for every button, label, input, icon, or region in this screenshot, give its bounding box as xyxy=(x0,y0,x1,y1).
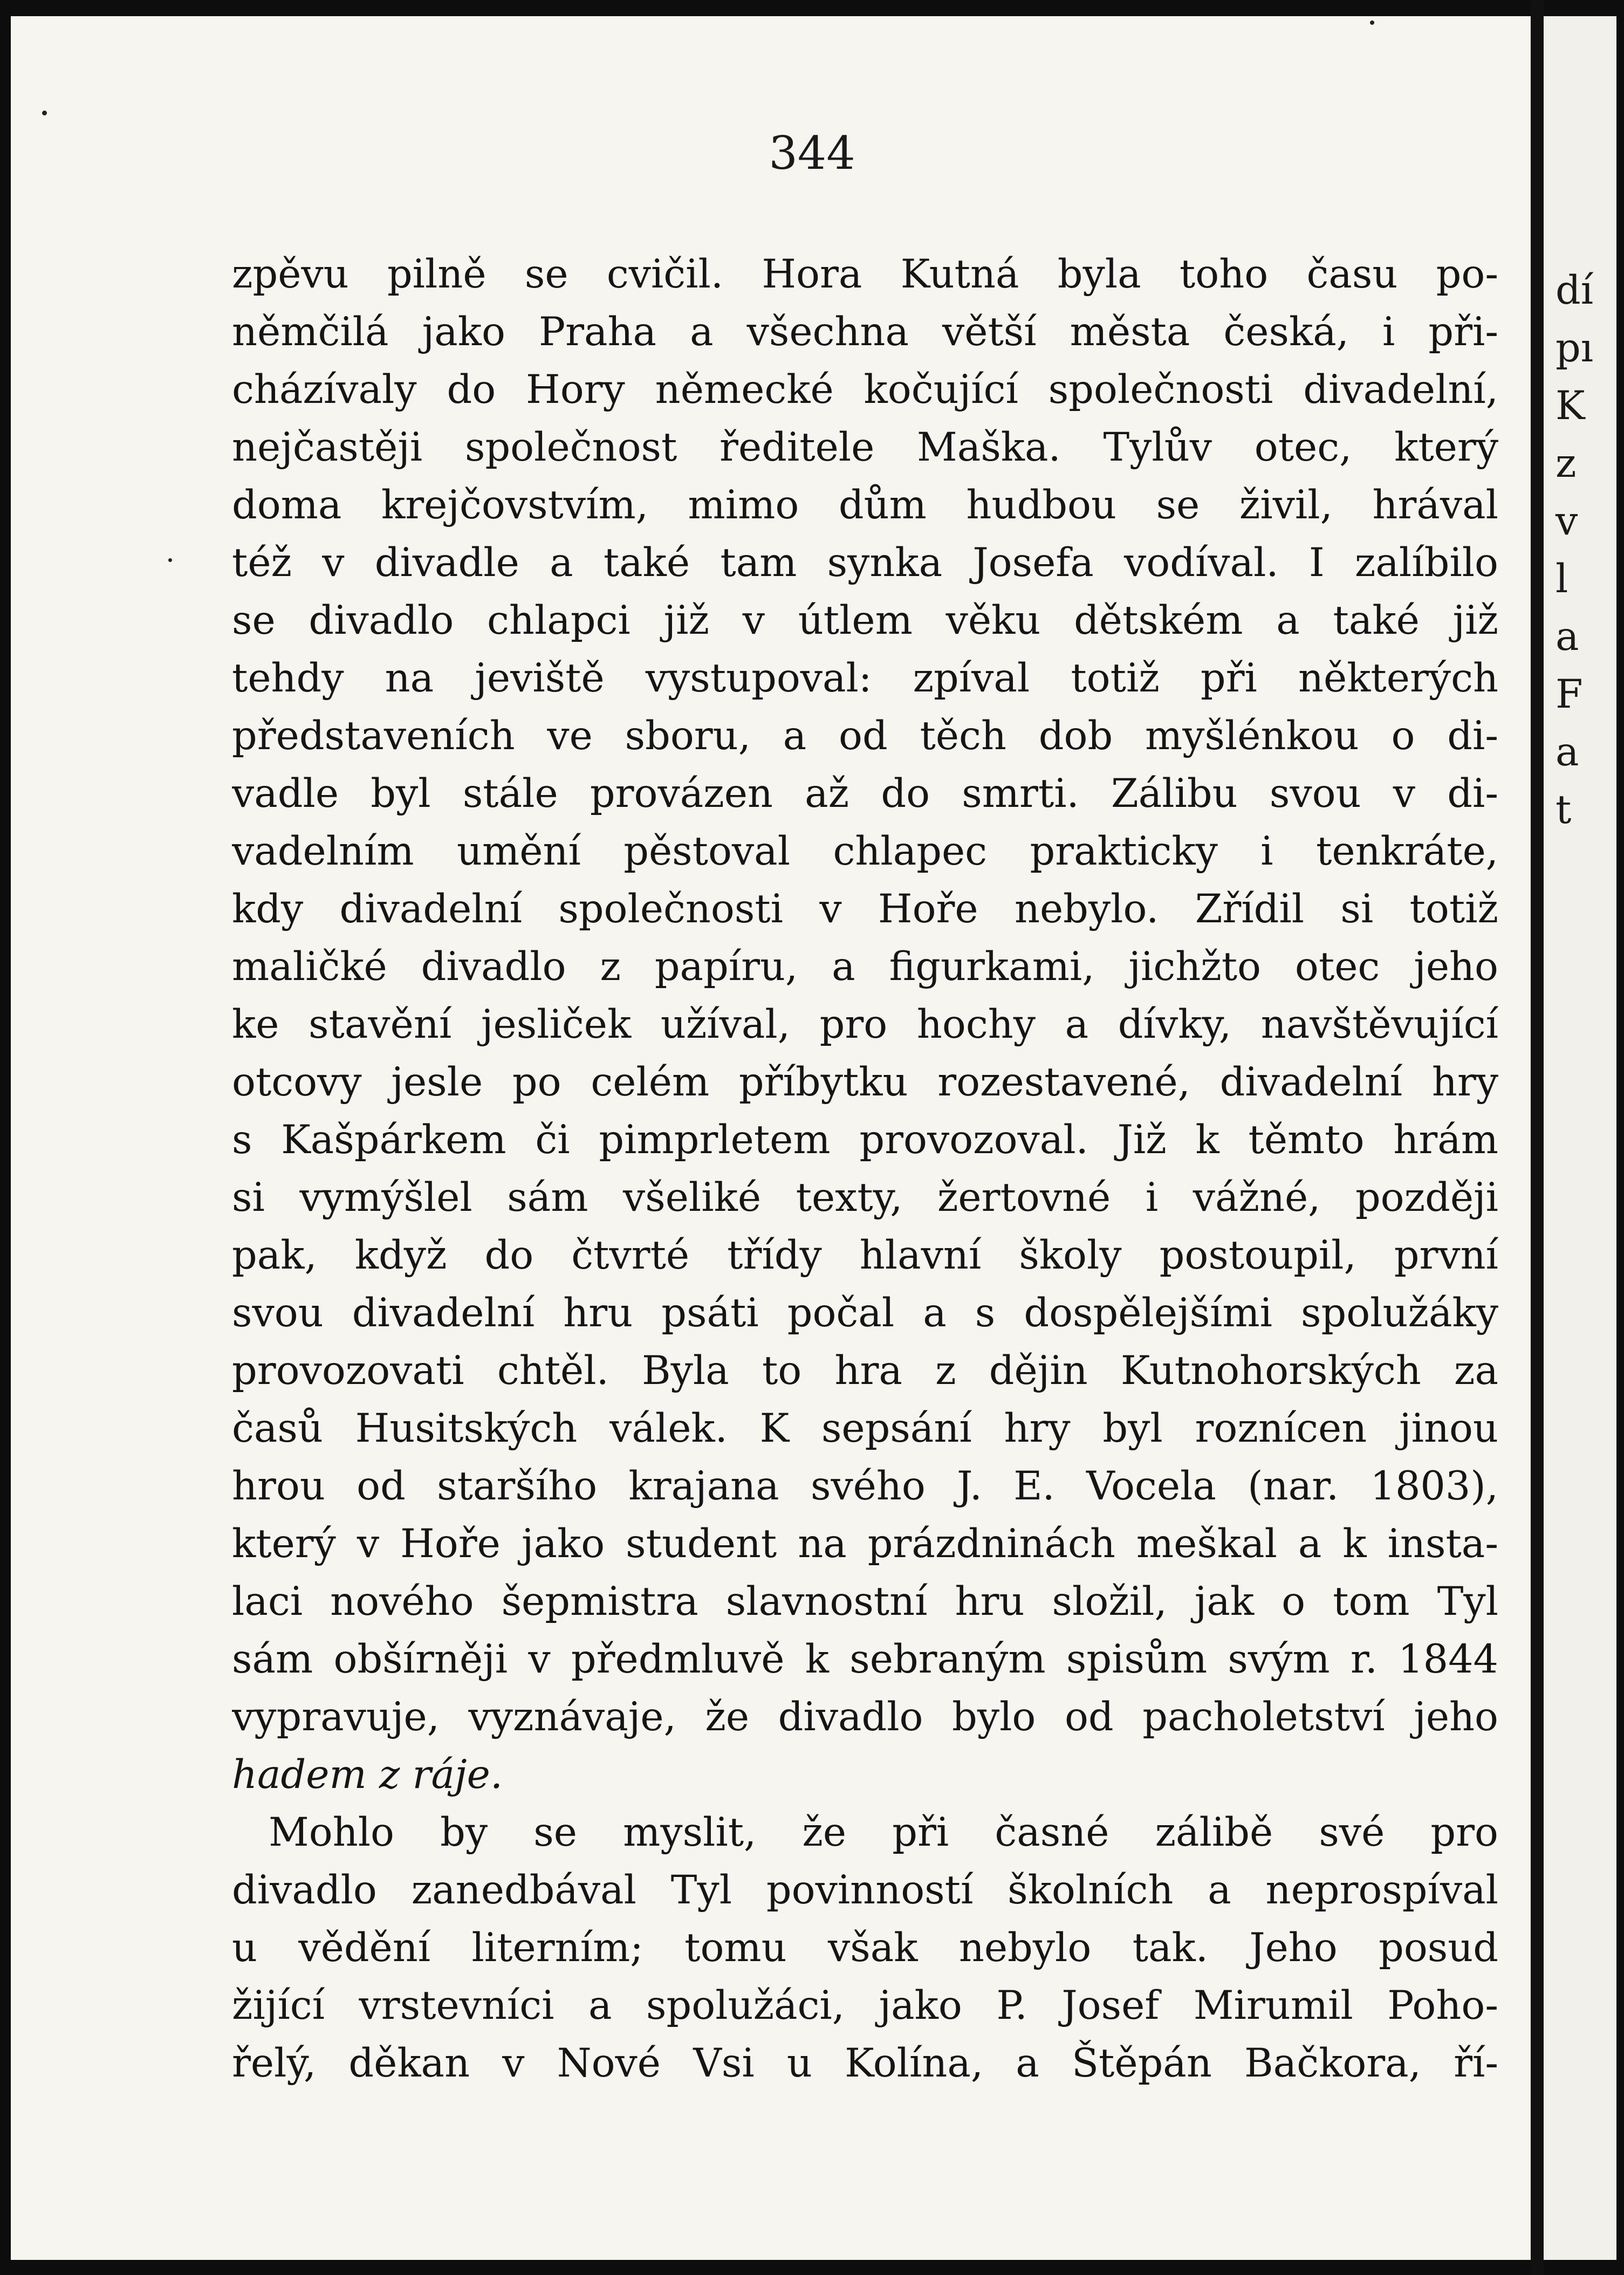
text-line: si vymýšlel sám všeliké texty, žertovné i vážné, později xyxy=(232,1175,1498,1221)
next-page-fragment xyxy=(1556,1647,1593,1704)
next-page-fragment xyxy=(1556,1012,1593,1070)
next-page-fragment xyxy=(1556,1531,1593,1589)
text-line: cházívaly do Hory německé kočující společnosti divadelní, xyxy=(232,367,1498,413)
page-gutter xyxy=(1531,0,1544,2275)
next-page-fragment xyxy=(1556,896,1593,954)
text-line: pak, když do čtvrté třídy hlavní školy postoupil, první xyxy=(232,1232,1498,1278)
text-line: otcovy jesle po celém příbytku rozestavené, divadelní hry xyxy=(232,1059,1498,1105)
text-line: ke stavění jesliček užíval, pro hochy a dívky, navštěvující xyxy=(232,1002,1498,1047)
next-page-fragment: pı xyxy=(1556,325,1594,371)
next-page-fragment xyxy=(1556,1589,1593,1647)
next-page-fragment xyxy=(1556,1070,1593,1127)
text-line: zpěvu pilně se cvičil. Hora Kutná byla toho času po- xyxy=(232,251,1498,297)
text-line: Mohlo by se myslit, že při časné zálibě své pro xyxy=(269,1810,1498,1855)
text-line: u vědění literním; tomu však nebylo tak. Jeho posud xyxy=(232,1925,1498,1971)
text-line: hadem z ráje. xyxy=(232,1752,503,1798)
next-page-fragment xyxy=(1556,1935,1593,1993)
next-page-fragment xyxy=(1556,2051,1593,2108)
next-page-edge xyxy=(1544,16,1616,2260)
body-text xyxy=(232,245,1498,2092)
text-line: kdy divadelní společnosti v Hoře nebylo. Zřídil si totiž xyxy=(232,886,1498,932)
next-page-fragment xyxy=(1556,1185,1593,1243)
text-line: se divadlo chlapci již v útlem věku dětském a také již xyxy=(232,598,1498,643)
text-line: též v divadle a také tam synka Josefa vodíval. I zalíbilo xyxy=(232,540,1498,586)
next-page-fragment xyxy=(1556,1877,1593,1935)
next-page-fragment: z xyxy=(1556,441,1577,486)
text-line: který v Hoře jako student na prázdninách meškal a k insta- xyxy=(232,1521,1498,1567)
text-line: provozovati chtěl. Byla to hra z dějin Kutnohorských za xyxy=(232,1348,1498,1394)
text-line: vypravuje, vyznávaje, že divadlo bylo od pacholetství jeho xyxy=(232,1694,1498,1740)
text-line: sám obšírněji v předmluvě k sebraným spisům svým r. 1844 xyxy=(232,1636,1498,1682)
text-line: tehdy na jeviště vystupoval: zpíval totiž při některých xyxy=(232,655,1498,701)
text-line: laci nového šepmistra slavnostní hru složil, jak o tom Tyl xyxy=(232,1579,1498,1625)
next-page-fragment xyxy=(1556,1820,1593,1877)
text-line: svou divadelní hru psáti počal a s dospělejšími spolužáky xyxy=(232,1290,1498,1336)
next-page-fragment xyxy=(1556,1704,1593,1762)
next-page-fragment xyxy=(1556,954,1593,1012)
text-line: nejčastěji společnost ředitele Maška. Tylův otec, který xyxy=(232,424,1498,470)
next-page-fragment: K xyxy=(1556,383,1585,429)
text-line: doma krejčovstvím, mimo dům hudbou se živil, hrával xyxy=(232,482,1498,528)
text-line: žijící vrstevníci a spolužáci, jako P. Josef Mirumil Poho- xyxy=(232,1983,1498,2029)
next-page-fragment xyxy=(1556,1300,1593,1358)
scan-speck xyxy=(168,558,172,562)
scan-speck xyxy=(1370,20,1374,25)
text-line: časů Husitských válek. K sepsání hry byl roznícen jinou xyxy=(232,1406,1498,1451)
next-page-fragment xyxy=(1556,1358,1593,1416)
next-page-fragment xyxy=(1556,1127,1593,1185)
text-line: s Kašpárkem či pimprletem provozoval. Již k těmto hrám xyxy=(232,1117,1498,1163)
next-page-fragment: l xyxy=(1556,556,1568,602)
text-line: němčilá jako Praha a všechna větší města česká, i při- xyxy=(232,309,1498,355)
next-page-fragments xyxy=(1556,262,1593,2108)
text-line: řelý, děkan v Nové Vsi u Kolína, a Štěpán Bačkora, ří- xyxy=(232,2040,1498,2086)
text-line: maličké divadlo z papíru, a figurkami, jichžto otec jeho xyxy=(232,944,1498,990)
next-page-fragment xyxy=(1556,1243,1593,1300)
next-page-fragment: v xyxy=(1556,498,1578,544)
next-page-fragment: a xyxy=(1556,729,1579,775)
next-page-fragment xyxy=(1556,1762,1593,1820)
next-page-fragment xyxy=(1556,839,1593,896)
next-page-fragment: F xyxy=(1556,671,1583,717)
next-page-fragment xyxy=(1556,1474,1593,1531)
next-page-fragment: a xyxy=(1556,614,1579,660)
next-page-fragment xyxy=(1556,1993,1593,2051)
text-line: vadelním umění pěstoval chlapec prakticky i tenkráte, xyxy=(232,828,1498,874)
text-line: hrou od staršího krajana svého J. E. Vocela (nar. 1803), xyxy=(232,1463,1498,1509)
next-page-fragment: dí xyxy=(1556,268,1594,313)
next-page-fragment: t xyxy=(1556,787,1572,833)
next-page-fragment xyxy=(1556,1416,1593,1474)
scan-speck xyxy=(42,111,47,115)
text-line: představeních ve sboru, a od těch dob myšlénkou o di- xyxy=(232,713,1498,759)
text-line: divadlo zanedbával Tyl povinností školních a neprospíval xyxy=(232,1867,1498,1913)
text-line: vadle byl stále provázen až do smrti. Zálibu svou v di- xyxy=(232,771,1498,817)
page-number: 344 xyxy=(769,127,855,180)
